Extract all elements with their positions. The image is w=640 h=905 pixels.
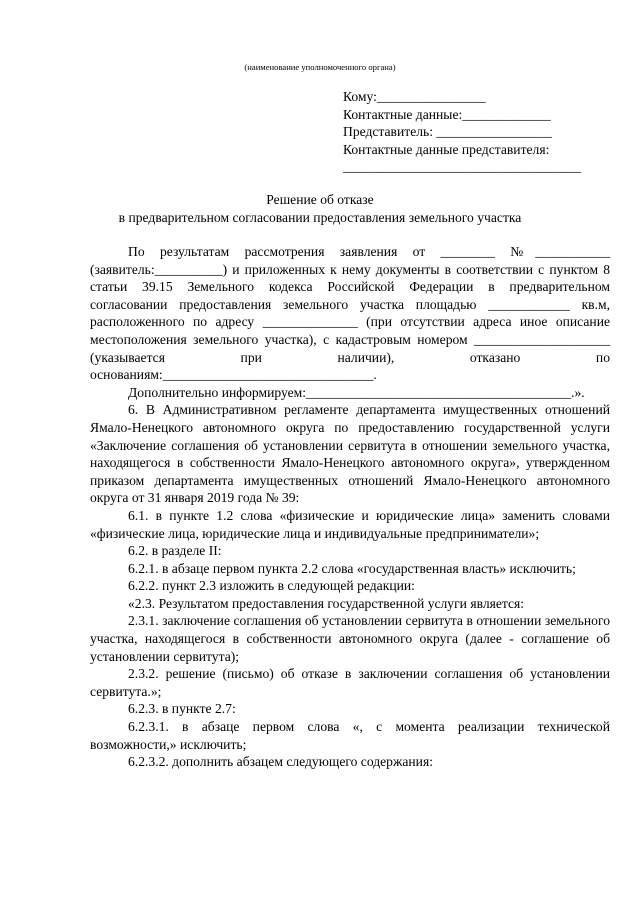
addressee-underline: ___________________________________	[343, 159, 581, 175]
paragraph-additional-info: Дополнительно информируем:_______________________________________.».	[128, 384, 585, 400]
paragraph-item-6-2-3-2: 6.2.3.2. дополнить абзацем следующего содержания:	[128, 754, 433, 770]
addressee-block	[343, 88, 603, 176]
authority-caption: (наименование уполномоченного органа)	[244, 62, 396, 72]
paragraph-item-6-2-1: 6.2.1. в абзаце первом пункта 2.2 слова «государственная власть» исключить;	[128, 560, 576, 576]
addressee-to: Кому:________________	[343, 89, 486, 104]
paragraph-item-6: 6. В Административном регламенте департамента имущественных отношений Ямало-Ненецкого автономного округа по предоставлению государственной услуги «Заключение соглашения об установлении сервитута в отношении земельного участка, находящегося в собственности Ямало-Ненецкого автономного округа», утвержденном приказом департамента имущественных отношений Ямало-Ненецкого автономного округа от 31 января 2019 года № 39:	[90, 402, 610, 506]
title-line-1: Решение об отказе	[266, 192, 374, 207]
paragraph-item-6-2-3-1: 6.2.3.1. в абзаце первом слова «, с момента реализации технической возможности,» исключить;	[90, 719, 610, 752]
paragraph-item-6-2-3: 6.2.3. в пункте 2.7:	[128, 701, 236, 717]
addressee-representative: Представитель: _________________	[343, 124, 552, 140]
paragraph-item-6-2: 6.2. в разделе II:	[128, 543, 222, 559]
document-title	[60, 191, 580, 226]
paragraph-item-2-3-2: 2.3.2. решение (письмо) об отказе в заключении соглашения об установлении сервитута.»;	[90, 666, 610, 699]
addressee-contacts: Контактные данные:_____________	[343, 106, 551, 122]
paragraph-decision: По результатам рассмотрения заявления от ________ №___________ (заявитель:__________) и приложенных к нему документы в соответствии с пунктом 8 статьи 39.15 Земельного кодекса Российской Федерации в предварительном согласовании предоставления земельного участка площадью ____________ кв.м, расположенного по адресу ______________ (при отсутствии адреса иное описание местоположения земельного участка), с кадастровым номером ____________________ (указывается при наличии), отказано по основаниям:_______________________________.	[90, 244, 610, 383]
paragraph-item-6-2-2: 6.2.2. пункт 2.3 изложить в следующей редакции:	[128, 578, 415, 594]
title-line-2: в предварительном согласовании предоставления земельного участка	[118, 209, 522, 225]
document-body	[90, 243, 610, 771]
paragraph-item-2-3: «2.3. Результатом предоставления государственной услуги является:	[128, 595, 525, 611]
addressee-representative-contacts: Контактные данные представителя:	[343, 141, 550, 157]
paragraph-item-6-1: 6.1. в пункте 1.2 слова «физические и юридические лица» заменить словами «физические лица, юридические лица и индивидуальные предприниматели»;	[90, 507, 610, 541]
paragraph-item-2-3-1: 2.3.1. заключение соглашения об установлении сервитута в отношении земельного участка, находящегося в собственности автономного округа (далее - соглашение об установлении сервитута);	[90, 613, 610, 664]
